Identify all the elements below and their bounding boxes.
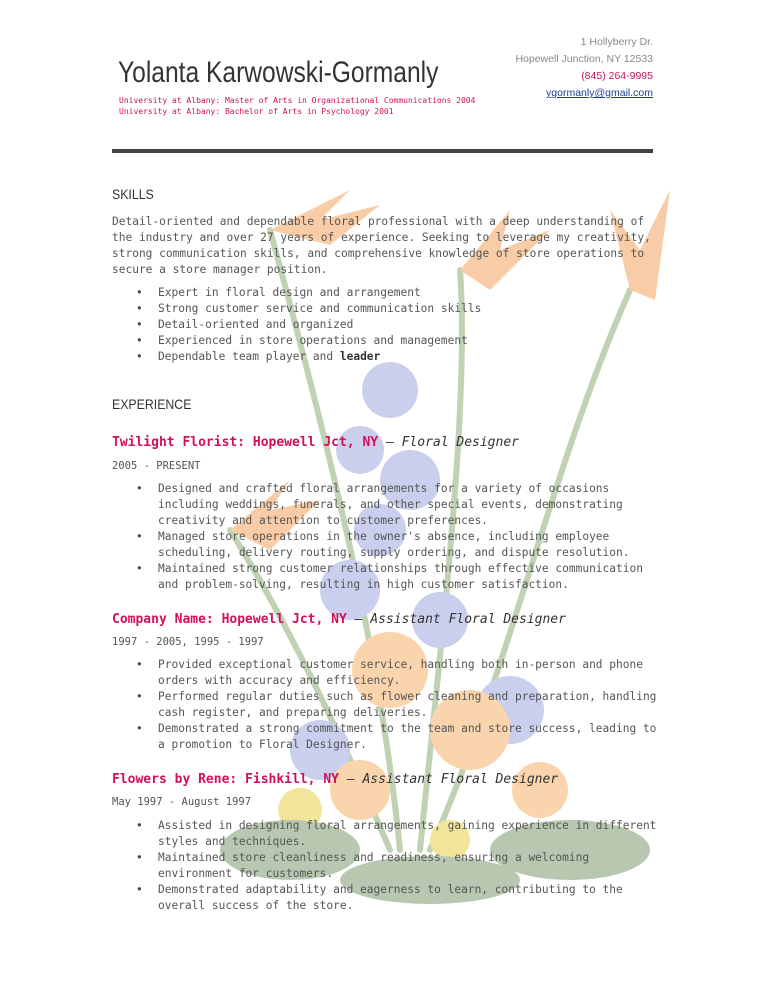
list-item: • Detail-oriented and organized bbox=[112, 317, 657, 333]
job-dash: — bbox=[346, 612, 371, 627]
job-role: Assistant Floral Designer bbox=[370, 612, 566, 627]
email-link[interactable]: ygormanly@gmail.com bbox=[546, 87, 653, 99]
education-block bbox=[119, 96, 475, 117]
list-item-text: Dependable team player and bbox=[158, 350, 340, 363]
job-bullets bbox=[112, 818, 657, 914]
job-title-line bbox=[112, 772, 558, 787]
skills-list bbox=[112, 285, 657, 365]
job-company: Flowers by Rene: Fishkill, NY bbox=[112, 772, 339, 787]
phone-number: (845) 264-9995 bbox=[581, 70, 653, 82]
address-line-2: Hopewell Junction, NY 12533 bbox=[515, 53, 653, 65]
job-dash: — bbox=[378, 435, 402, 450]
list-item: • Performed regular duties such as flower cleaning and preparation, handling cash register, and preparing deliveries. bbox=[112, 689, 657, 721]
list-item: • Maintained strong customer relationships through effective communication and problem-solving, resulting in high customer satisfaction. bbox=[112, 561, 657, 593]
experience-heading: EXPERIENCE bbox=[112, 396, 192, 412]
list-item: • Strong customer service and communication skills bbox=[112, 301, 657, 317]
job-dates: May 1997 - August 1997 bbox=[112, 796, 252, 808]
contact-block bbox=[515, 34, 653, 102]
list-item: • Experienced in store operations and management bbox=[112, 333, 657, 349]
list-item: • Managed store operations in the owner's absence, including employee scheduling, delivery routing, supply ordering, and dispute resolution. bbox=[112, 529, 657, 561]
list-item: • Demonstrated a strong commitment to the team and store success, leading to a promotion to Floral Designer. bbox=[112, 721, 657, 753]
job-title-line bbox=[112, 435, 519, 450]
job-dates: 2005 - PRESENT bbox=[112, 460, 201, 472]
list-item: • Expert in floral design and arrangement bbox=[112, 285, 657, 301]
list-item: • Maintained store cleanliness and readiness, ensuring a welcoming environment for customers. bbox=[112, 850, 657, 882]
job-dash: — bbox=[338, 772, 363, 787]
job-role: Assistant Floral Designer bbox=[362, 772, 559, 787]
skills-heading: SKILLS bbox=[112, 186, 154, 202]
address-line-1: 1 Hollyberry Dr. bbox=[580, 36, 653, 48]
list-item bbox=[112, 349, 657, 365]
job-title-line bbox=[112, 612, 566, 627]
education-line-1: University at Albany: Master of Arts in Organizational Communications 2004 bbox=[119, 96, 476, 105]
education-line-2: University at Albany: Bachelor of Arts in Psychology 2001 bbox=[119, 106, 394, 116]
job-company: Company Name: Hopewell Jct, NY bbox=[112, 612, 347, 627]
job-role: Floral Designer bbox=[401, 435, 519, 450]
skills-summary: Detail-oriented and dependable floral professional with a deep understanding of the industry and over 27 years of experience. Seeking to leverage my creativity, strong communication skills, and comprehensive knowledge of store operations to secure a store manager position. bbox=[112, 215, 651, 276]
list-item: • Provided exceptional customer service, handling both in-person and phone orders with accuracy and efficiency. bbox=[112, 657, 657, 689]
job-company: Twilight Florist: Hopewell Jct, NY bbox=[112, 435, 379, 450]
candidate-name: Yolanta Karwowski-Gormanly bbox=[118, 56, 439, 89]
list-item: • Demonstrated adaptability and eagerness to learn, contributing to the overall success of the store. bbox=[112, 882, 657, 914]
job-bullets bbox=[112, 481, 657, 593]
job-bullets bbox=[112, 657, 657, 753]
job-dates: 1997 - 2005, 1995 - 1997 bbox=[112, 636, 264, 648]
list-item: • Assisted in designing floral arrangements, gaining experience in different styles and techniques. bbox=[112, 818, 657, 850]
list-item: • Designed and crafted floral arrangements for a variety of occasions including weddings, funerals, and other special events, demonstrating creativity and attention to customer preferences. bbox=[112, 481, 657, 529]
header-divider bbox=[112, 149, 653, 153]
list-item-bold-text: leader bbox=[339, 350, 381, 363]
